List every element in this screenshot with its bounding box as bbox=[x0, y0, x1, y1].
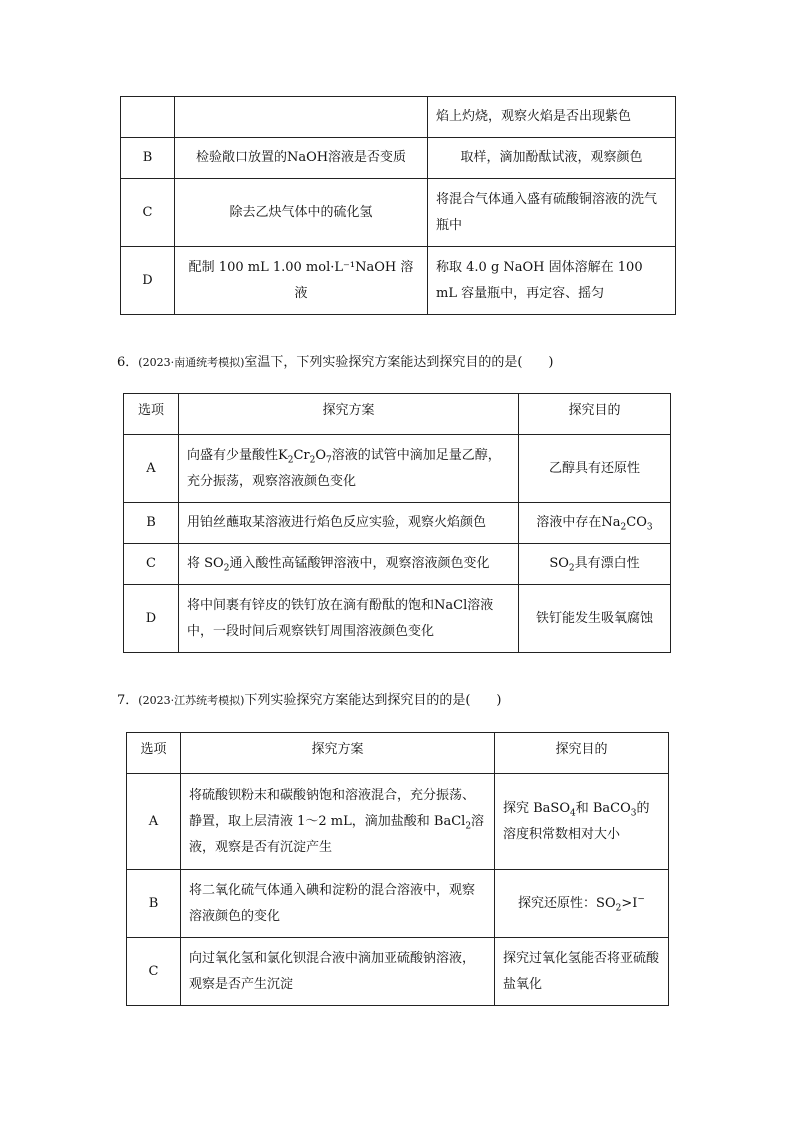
header-goal: 探究目的 bbox=[519, 394, 671, 435]
option-cell bbox=[121, 97, 175, 138]
plan-cell: 将 $SO_2$通入酸性高锰酸钾溶液中，观察溶液颜色变化 bbox=[179, 544, 519, 585]
method-cell: 将混合气体通入盛有硫酸铜溶液的洗气瓶中 bbox=[428, 179, 676, 247]
table-row bbox=[121, 138, 676, 179]
goal-cell: 探究过氧化氢能否将亚硫酸盐氧化 bbox=[495, 938, 669, 1006]
table-row bbox=[121, 179, 676, 247]
plan-cell: 向过氧化氢和氯化钡混合液中滴加亚硫酸钠溶液，观察是否产生沉淀 bbox=[181, 938, 495, 1006]
header-plan: 探究方案 bbox=[181, 733, 495, 774]
goal-cell: 铁钉能发生吸氧腐蚀 bbox=[519, 585, 671, 653]
table-row bbox=[127, 870, 669, 938]
header-goal: 探究目的 bbox=[495, 733, 669, 774]
goal-cell: 溶液中存在$Na_2CO_3$ bbox=[519, 503, 671, 544]
goal-cell: 探究 BaSO$_4$和 BaCO$_3$的溶度积常数相对大小 bbox=[495, 774, 669, 870]
table-prev-question bbox=[120, 96, 676, 315]
method-cell: 焰上灼烧，观察火焰是否出现紫色 bbox=[428, 97, 676, 138]
option-cell: D bbox=[124, 585, 179, 653]
plan-cell: 向盛有少量酸性$K_2Cr_2O_7$溶液的试管中滴加足量乙醇，充分振荡，观察溶液颜色变化 bbox=[179, 435, 519, 503]
goal-cell: $SO_2$具有漂白性 bbox=[519, 544, 671, 585]
question-6-stem bbox=[117, 353, 554, 373]
method-cell: 取样，滴加酚酞试液，观察颜色 bbox=[428, 138, 676, 179]
purpose-cell: 检验敞口放置的NaOH溶液是否变质 bbox=[175, 138, 428, 179]
header-option: 选项 bbox=[127, 733, 181, 774]
option-cell: B bbox=[121, 138, 175, 179]
table-row bbox=[127, 774, 669, 870]
question-7-table bbox=[126, 732, 669, 1006]
option-cell: C bbox=[124, 544, 179, 585]
question-6-table bbox=[123, 393, 671, 653]
goal-cell: 乙醇具有还原性 bbox=[519, 435, 671, 503]
option-cell: B bbox=[124, 503, 179, 544]
purpose-cell: 除去乙炔气体中的硫化氢 bbox=[175, 179, 428, 247]
question-7-stem bbox=[117, 691, 502, 711]
table-row bbox=[124, 435, 671, 503]
option-cell: A bbox=[127, 774, 181, 870]
option-cell: A bbox=[124, 435, 179, 503]
option-cell: C bbox=[121, 179, 175, 247]
table-row bbox=[124, 544, 671, 585]
table-row bbox=[121, 97, 676, 138]
purpose-cell bbox=[175, 97, 428, 138]
header-option: 选项 bbox=[124, 394, 179, 435]
table-header-row bbox=[127, 733, 669, 774]
question-text: 下列实验探究方案能达到探究目的的是( ) bbox=[244, 693, 502, 708]
table-row bbox=[127, 938, 669, 1006]
question-number: 7． bbox=[117, 693, 139, 708]
table-row bbox=[124, 503, 671, 544]
question-number: 6． bbox=[117, 355, 139, 370]
question-source: (2023·江苏统考模拟) bbox=[138, 694, 245, 707]
table-header-row bbox=[124, 394, 671, 435]
question-text: 室温下，下列实验探究方案能达到探究目的的是( ) bbox=[244, 355, 554, 370]
purpose-cell: 配制 100 mL 1.00 mol·L⁻¹NaOH 溶液 bbox=[175, 247, 428, 315]
option-cell: D bbox=[121, 247, 175, 315]
table-row bbox=[121, 247, 676, 315]
header-plan: 探究方案 bbox=[179, 394, 519, 435]
plan-cell: 用铂丝蘸取某溶液进行焰色反应实验，观察火焰颜色 bbox=[179, 503, 519, 544]
option-cell: B bbox=[127, 870, 181, 938]
option-cell: C bbox=[127, 938, 181, 1006]
question-source: (2023·南通统考模拟) bbox=[138, 356, 245, 369]
table-row bbox=[124, 585, 671, 653]
plan-cell: 将二氧化硫气体通入碘和淀粉的混合溶液中，观察溶液颜色的变化 bbox=[181, 870, 495, 938]
plan-cell: 将硫酸钡粉末和碳酸钠饱和溶液混合，充分振荡、静置，取上层清液 1～2 mL，滴加盐酸和 BaCl$_2$溶液，观察是否有沉淀产生 bbox=[181, 774, 495, 870]
goal-cell: 探究还原性：$SO_2>I^-$ bbox=[495, 870, 669, 938]
method-cell: 称取 4.0 g NaOH 固体溶解在 100 mL 容量瓶中，再定容、摇匀 bbox=[428, 247, 676, 315]
plan-cell: 将中间裹有锌皮的铁钉放在滴有酚酞的饱和NaCl溶液中，一段时间后观察铁钉周围溶液颜色变化 bbox=[179, 585, 519, 653]
